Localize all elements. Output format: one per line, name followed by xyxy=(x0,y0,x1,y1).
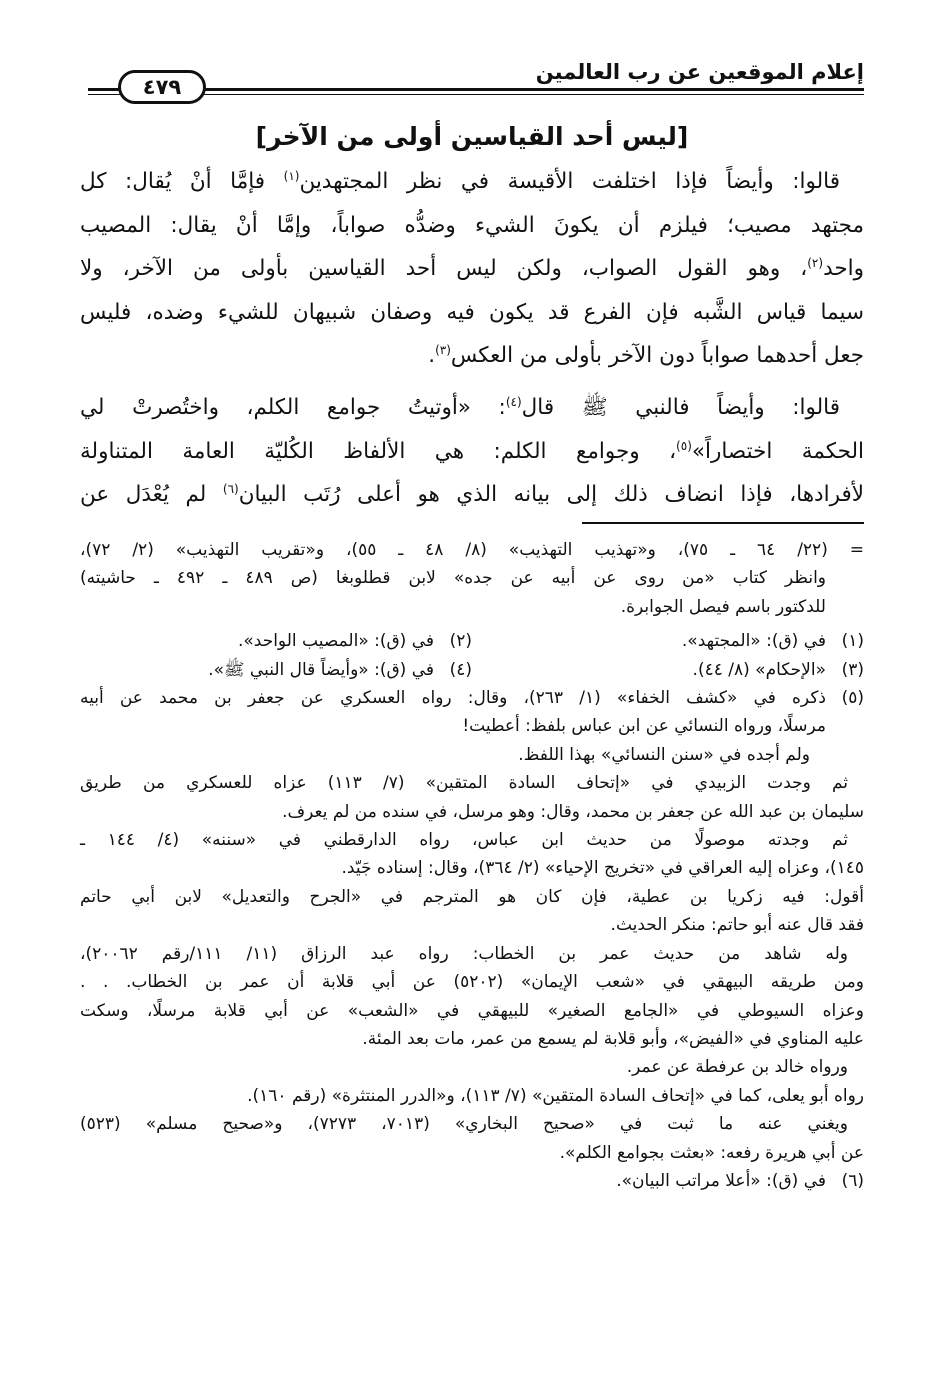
footnote-1 xyxy=(472,627,864,655)
footnote-ref: (٤) xyxy=(505,394,522,409)
footnote-2 xyxy=(80,627,472,655)
footnote-text: في (ق): «المصيب الواحد». xyxy=(237,631,434,652)
footnote-line: ذكره في «كشف الخفاء» (١/ ٢٦٣)، وقال: رواه العسكري عن جعفر بن محمد عن أبيه xyxy=(80,688,826,709)
text-line: واحد$^{(٢)}$، وهو القول الصواب، ولكن ليس أحد القياسين بأولى من الآخر، ولا xyxy=(80,256,864,282)
page-number: ٤٧٩ xyxy=(142,75,182,99)
footnote-line: ثم وجدته موصولًا من حديث ابن عباس، رواه الدارقطني في «سننه» (٤/ ١٤٤ ـ xyxy=(80,830,848,851)
footnote-line: رواه أبو يعلى، كما في «إتحاف السادة المتقين» (٧/ ١١٣)، و«الدرر المنتثرة» (رقم ١٦٠). xyxy=(247,1085,864,1106)
footnote-line: مرسلًا، ورواه النسائي عن ابن عباس بلفظ: أعطيت! xyxy=(462,716,826,737)
footnote-row xyxy=(80,627,864,655)
footnote-line: وانظر كتاب «من روى عن أبيه عن جده» لابن قطلوبغا (ص ٤٨٩ ـ ٤٩٢ ـ حاشيته) xyxy=(80,568,827,589)
running-header-title: إعلام الموقعين عن رب العالمين xyxy=(535,60,864,84)
footnote-text: في (ق): «المجتهد». xyxy=(681,631,826,652)
footnote-line: ١٤٥)، وعزاه إليه العراقي في «تخريج الإحياء» (٢/ ٣٦٤)، وقال: إسناده جَيّد. xyxy=(341,858,864,879)
main-text xyxy=(80,160,864,517)
section-heading: [ليس أحد القياسين أولى من الآخر] xyxy=(255,122,689,151)
footnote-number: (٢) xyxy=(449,631,472,652)
footnote-3 xyxy=(472,656,864,684)
footnote-text: في (ق): «أعلا مراتب البيان». xyxy=(616,1170,826,1191)
footnote-line: ويغني عنه ما ثبت في «صحيح البخاري» (٧٠١٣، ٧٢٧٣)، و«صحيح مسلم» (٥٢٣) xyxy=(80,1114,848,1135)
footnote-5-para xyxy=(80,769,864,1167)
footnote-line: = (٢٢/ ٦٤ ـ ٧٥)، و«تهذيب التهذيب» (٨/ ٤٨ ـ ٥٥)، و«تقريب التهذيب» (٢/ ٧٢)، xyxy=(80,540,864,560)
footnote-line: أقول: فيه زكريا بن عطية، فإن كان هو المترجم في «الجرح والتعديل» لابن أبي حاتم xyxy=(80,886,864,907)
footnote-5 xyxy=(80,684,864,769)
paragraph-2 xyxy=(80,386,864,517)
footnote-number: (٣) xyxy=(841,659,864,680)
footnote-ref: (٣) xyxy=(435,343,451,358)
footnote-line: ثم وجدت الزبيدي في «إتحاف السادة المتقين» (٧/ ١١٣) عزاه للعسكري من طريق xyxy=(80,773,849,794)
footnote-line: ولم أجده في «سنن النسائي» بهذا اللفظ. xyxy=(518,744,810,765)
footnote-number: (٦) xyxy=(841,1170,864,1191)
footnote-line: وعزاه السيوطي في «الجامع الصغير» للبيهقي في «الشعب» عن أبي قلابة مرسلًا، وسكت xyxy=(80,1000,864,1021)
footnote-line: ومن طريقه البيهقي في «شعب الإيمان» (٥٢٠٢) عن أبي قلابة أن عمر بن الخطاب. . . xyxy=(80,972,864,993)
text-line: الحكمة اختصاراً»$^{(٥)}$، وجوامع الكلم: هي الألفاظ الكُليّة العامة المتناولة xyxy=(80,438,864,464)
footnote-line: ورواه خالد بن عرفطة عن عمر. xyxy=(626,1057,848,1078)
footnotes xyxy=(80,536,864,1195)
text-line: سيما قياس الشَّبه فإن الفرع قد يكون فيه وصفان شبيهان للشيء وضده، فليس xyxy=(80,299,864,325)
footnote-number: (١) xyxy=(841,631,864,652)
footnote-separator xyxy=(582,522,864,524)
footnote-line: فقد قال عنه أبو حاتم: منكر الحديث. xyxy=(610,915,864,936)
paragraph-1 xyxy=(80,160,864,378)
footnote-text: في (ق): «وأيضاً قال النبي ﷺ». xyxy=(208,659,434,680)
text-line: جعل أحدهما صواباً دون الآخر بأولى من العكس$^{(٣)}$. xyxy=(428,343,864,369)
footnote-ref: (٢) xyxy=(807,256,824,271)
footnote-ref: (١) xyxy=(283,168,300,183)
footnote-line: وله شاهد من حديث عمر بن الخطاب: رواه عبد الرزاق (١١/ ١١١/رقم ٢٠٠٦٢)، xyxy=(80,943,849,964)
footnote-ref: (٦) xyxy=(222,482,239,496)
footnote-continuation xyxy=(80,536,864,621)
footnote-line: سليمان بن عبد الله عن جعفر بن محمد، وقال: وهو مرسل، في سنده من لم يعرف. xyxy=(282,801,864,822)
footnote-ref: (٥) xyxy=(676,438,692,453)
footnote-4 xyxy=(80,656,472,684)
footnote-row xyxy=(80,656,864,684)
page-number-badge xyxy=(118,70,206,104)
text-line: قالوا: وأيضاً فإذا اختلفت الأقيسة في نظر المجتهدين$^{(١)}$ فإمَّا أنْ يُقال: كل xyxy=(80,168,840,194)
footnote-number: (٤) xyxy=(449,659,472,680)
text-line: مجتهد مصيب؛ فيلزم أن يكونَ الشيء وضدُّه صواباً، وإمَّا أنْ يقال: المصيب xyxy=(80,212,864,238)
footnote-6 xyxy=(80,1167,864,1195)
footnote-line: عن أبي هريرة رفعه: «بعثت بجوامع الكلم». xyxy=(559,1142,864,1163)
text-line: قالوا: وأيضاً فالنبي ﷺ قال$^{(٤)}$: «أوتيتُ جوامع الكلم، واختُصرتْ لي xyxy=(80,394,840,420)
footnote-line: للدكتور باسم فيصل الجوابرة. xyxy=(620,596,826,617)
footnote-text: «الإحكام» (٨/ ٤٤). xyxy=(692,659,826,680)
footnote-line: عليه المناوي في «الفيض»، وأبو قلابة لم يسمع من عمر، مات بعد المئة. xyxy=(362,1028,864,1049)
text-line: لأفرادها، فإذا انضاف ذلك إلى بيانه الذي هو أعلى رُتَب البيان$^{(٦)}$ لم يُعْدَل عن xyxy=(80,482,864,508)
footnote-number: (٥) xyxy=(841,688,864,709)
